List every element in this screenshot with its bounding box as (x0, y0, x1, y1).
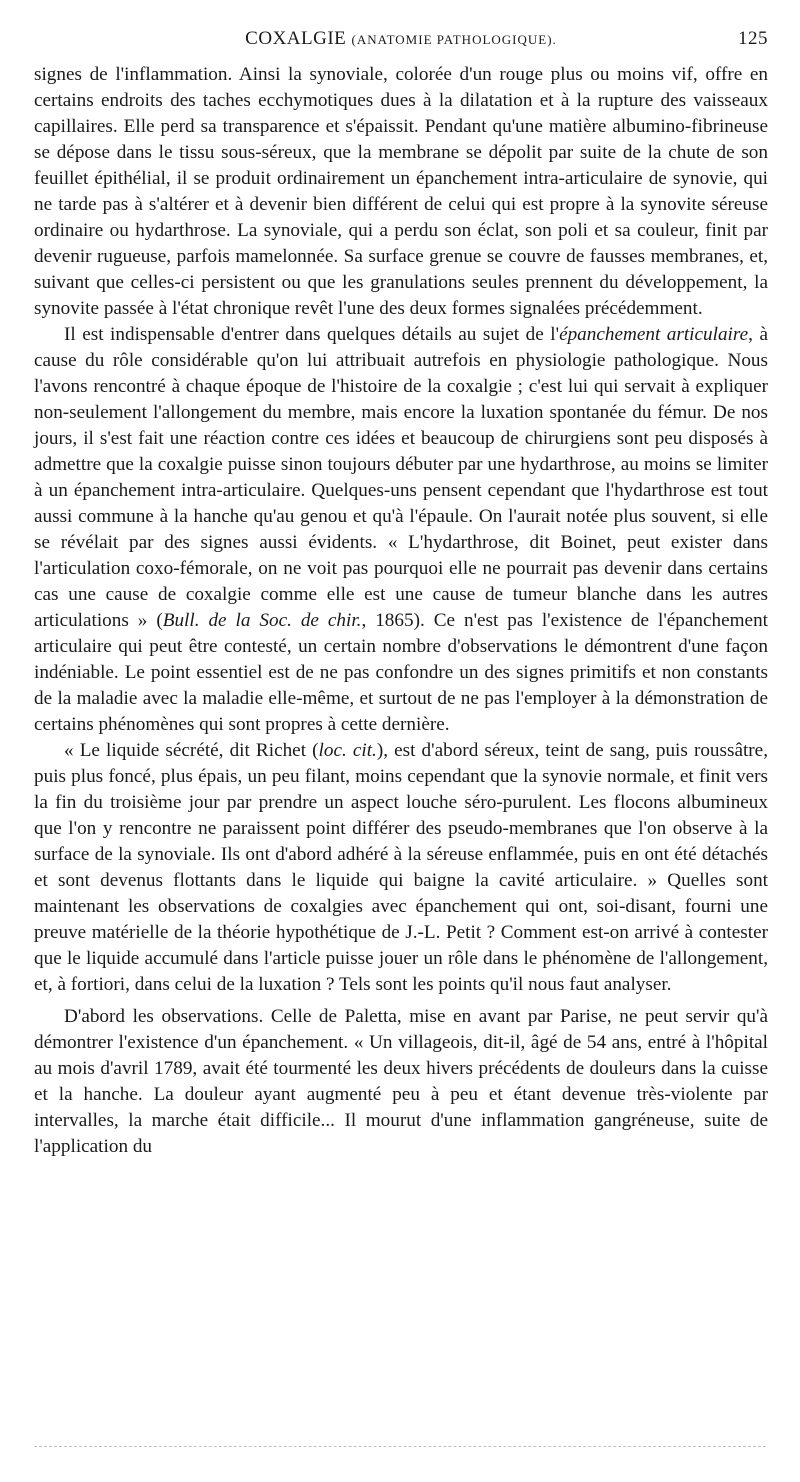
paragraph-3 (34, 738, 768, 998)
paragraph-2-emphasis-a: épanchement articulaire (559, 324, 749, 345)
paragraph-2-text-c: , 1865). Ce n'est pas l'existence de l'épanchement articulaire qui peut être contesté, un certain nombre d'observations le démontrent d'une façon indéniable. Le point essentiel est de ne pas confondre un des signes primitifs et non constants de la maladie avec la maladie elle-même, et surtout de ne pas l'employer à la démonstration de certains phénomènes qui sont propres à cette dernière. (34, 610, 768, 735)
paragraph-3-citation: loc. cit. (318, 740, 377, 761)
paragraph-3-text-a: « Le liquide sécrété, dit Richet ( (64, 740, 319, 761)
paragraph-1 (34, 62, 768, 322)
page (34, 28, 768, 1160)
footer-rule (34, 1446, 766, 1447)
paragraph-2-citation: Bull. de la Soc. de chir. (162, 610, 362, 631)
paragraph-2-text-b: , à cause du rôle considérable qu'on lui attribuait autrefois en physiologie pathologique. Nous l'avons rencontré à chaque époque de l'histoire de la coxalgie ; c'est lui qui servait à expliquer non-seulement l'allongement du membre, mais encore la luxation spontanée du fémur. De nos jours, il s'est fait une réaction contre ces idées et beaucoup de chirurgiens sont peu disposés à admettre que la coxalgie puisse sinon toujours débuter par une hydarthrose, au moins se limiter à un épanchement intra-articulaire. Quelques-uns pensent cependant que l'hydarthrose est tout aussi commune à la hanche qu'au genou et qu'à l'épaule. On l'aurait notée plus souvent, si elle se révélait par des signes aussi évidents. « L'hydarthrose, dit Boinet, peut exister dans l'articulation coxo-fémorale, on ne voit pas pourquoi elle ne pourrait pas devenir dans certains cas une cause de coxalgie comme elle est une cause de tumeur blanche dans les autres articulations » ( (34, 324, 768, 631)
body-text (34, 62, 768, 1160)
running-title-subtitle: (ANATOMIE PATHOLOGIQUE). (351, 32, 557, 47)
running-head (34, 28, 768, 62)
paragraph-3-text-b: ), est d'abord séreux, teint de sang, puis roussâtre, puis plus foncé, plus épais, un peu filant, moins cependant que la synovie normale, et finit vers la fin du troisième jour par prendre un aspect louche séro-purulent. Les flocons albumineux que l'on y rencontre ne paraissent point différer des pseudo-membranes que l'on observe à la surface de la synoviale. Ils ont d'abord adhéré à la séreuse enflammée, puis en ont été détachés et sont devenus flottants dans le liquide qui baigne la cavité articulaire. » Quelles sont maintenant les observations de coxalgies avec épanchement qui ont, soi-disant, fourni une preuve matérielle de la théorie hypothétique de J.-L. Petit ? Comment est-on arrivé à contester que le liquide accumulé dans l'article puisse jouer un rôle dans le phénomène de l'allongement, et, à fortiori, dans celui de la luxation ? Tels sont les points qu'il nous faut analyser. (34, 740, 768, 995)
page-number: 125 (738, 28, 768, 49)
paragraph-1-text: signes de l'inflammation. Ainsi la synoviale, colorée d'un rouge plus ou moins vif, offre en certains endroits des taches ecchymotiques dues à la dilatation et à la rupture des vaisseaux capillaires. Elle perd sa transparence et s'épaissit. Pendant qu'une matière albumino-fibrineuse se dépose dans le tissu sous-séreux, que la membrane se dépolit par suite de la chute de son feuillet épithélial, il se produit ordinairement un épanchement intra-articulaire de synovie, qui ne tarde pas à s'altérer et à devenir bien différent de celui qui est propre à la synovite séreuse ordinaire ou hydarthrose. La synoviale, qui a perdu son éclat, son poli et sa couleur, finit par devenir rugueuse, parfois mamelonnée. Sa surface grenue se couvre de fausses membranes, et, suivant que celles-ci persistent ou que les granulations seules prennent du développement, la synovite passée à l'état chronique revêt l'une des deux formes signalées précédemment. (34, 64, 768, 319)
paragraph-4 (34, 1004, 768, 1160)
running-title (34, 28, 768, 50)
running-title-main: COXALGIE (245, 28, 347, 49)
paragraph-4-text: D'abord les observations. Celle de Paletta, mise en avant par Parise, ne peut servir qu'à démontrer l'existence d'un épanchement. « Un villageois, dit-il, âgé de 54 ans, entré à l'hôpital au mois d'avril 1789, avait été tourmenté les deux hivers précédents de douleurs dans la cuisse et la hanche. La douleur ayant augmenté peu à peu et étant devenue très-violente par intervalles, la marche était difficile... Il mourut d'une inflammation gangréneuse, suite de l'application du (34, 1006, 768, 1157)
paragraph-2-text-a: Il est indispensable d'entrer dans quelques détails au sujet de l' (64, 324, 560, 345)
paragraph-2 (34, 322, 768, 738)
